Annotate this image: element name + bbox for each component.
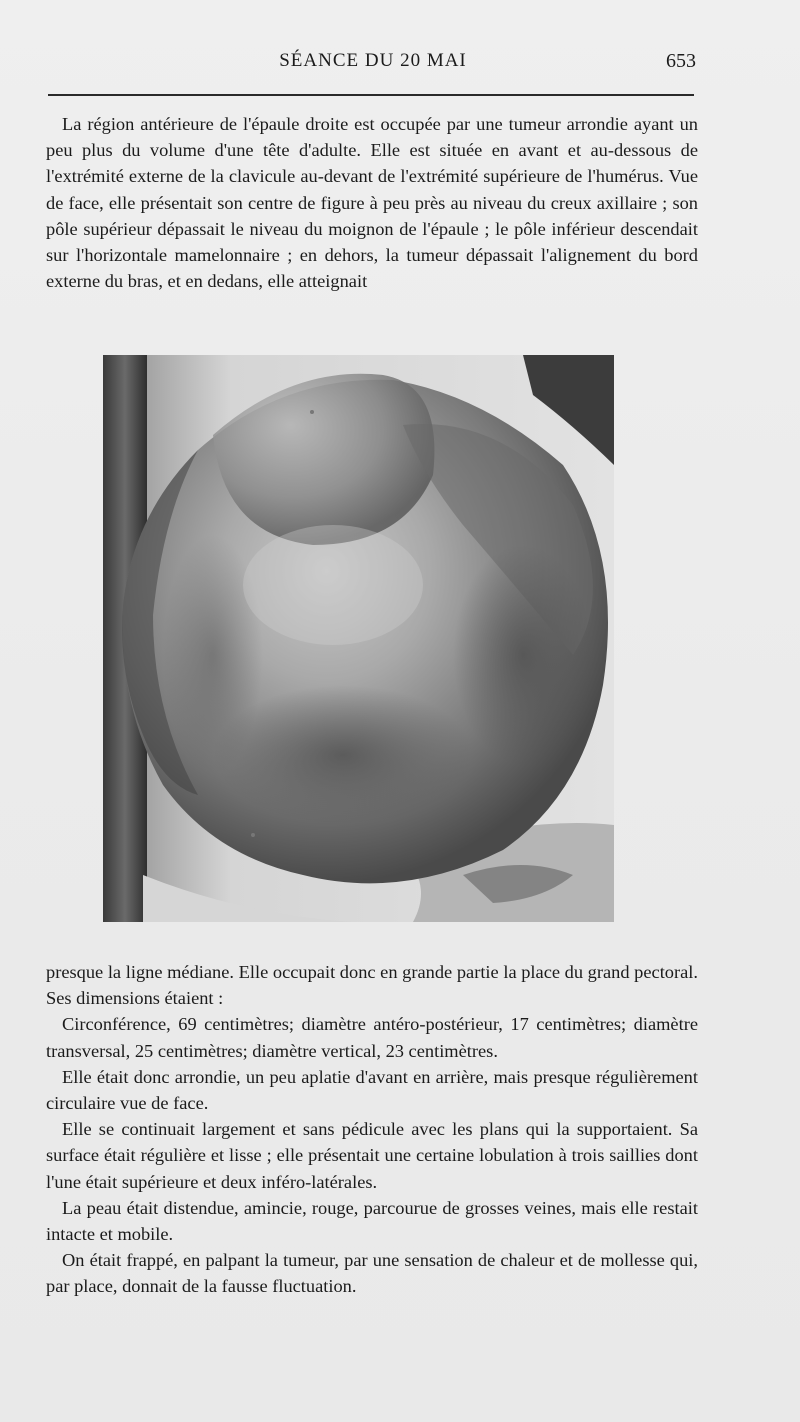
running-title: SÉANCE DU 20 MAI — [279, 50, 467, 71]
text-block-top — [46, 111, 698, 294]
paragraph-attachment: Elle se continuait largement et sans pédicule avec les plans qui la supportaient. Sa surface était régulière et lisse ; elle présentait une certaine lobulation à trois saillies dont l'une était supérieure et deux inféro-latérales. — [46, 1119, 698, 1192]
paragraph-tumor-location: La région antérieure de l'épaule droite est occupée par une tumeur arrondie ayant un peu plus du volume d'une tête d'adulte. Elle est située en avant et au-dessous de l'extrémité externe de la clavicule au-devant de l'extrémité supérieure de l'humérus. Vue de face, elle présentait son centre de figure à peu près au niveau du creux axillaire ; son pôle supérieur dépassait le niveau du moignon de l'épaule ; le pôle inférieur descendait sur l'horizontale mamelonnaire ; en dehors, la tumeur dépassait l'alignement du bord externe du bras, et en dedans, elle atteignait — [46, 114, 698, 292]
paragraph-dimensions: Circonférence, 69 centimètres; diamètre antéro-postérieur, 17 centimètres; diamètre transversal, 25 centimètres; diamètre vertical, 23 centimètres. — [46, 1014, 698, 1061]
text-block-bottom — [46, 959, 698, 1300]
paragraph-shape: Elle était donc arrondie, un peu aplatie d'avant en arrière, mais presque régulièrement circulaire vue de face. — [46, 1066, 698, 1114]
running-head — [48, 50, 698, 76]
photograph-image — [103, 355, 614, 922]
photo-speck — [251, 833, 255, 837]
paragraph-skin: La peau était distendue, amincie, rouge, parcourue de grosses veines, mais elle restait intacte et mobile. — [46, 1197, 698, 1245]
photo-speck — [310, 410, 314, 414]
page-number: 653 — [666, 50, 696, 72]
paragraph-palpation: On était frappé, en palpant la tumeur, par une sensation de chaleur et de mollesse qui, par place, donnait de la fausse fluctuation. — [46, 1250, 698, 1297]
shoulder-tumor-photograph — [103, 355, 614, 922]
header-rule — [48, 94, 694, 96]
paragraph-continuation: presque la ligne médiane. Elle occupait donc en grande partie la place du grand pectoral. Ses dimensions étaient : — [46, 962, 698, 1009]
